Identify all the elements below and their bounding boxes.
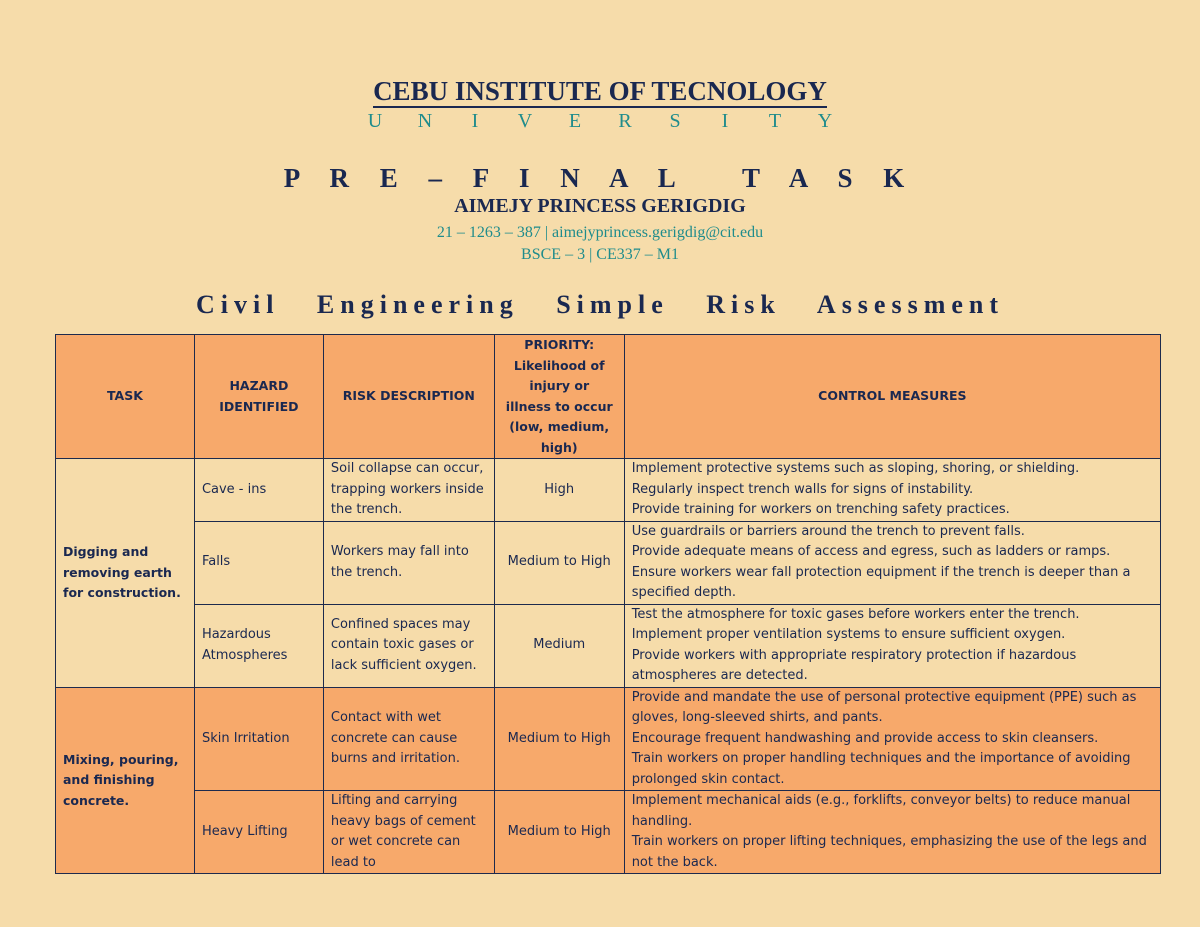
table-row: [56, 521, 1161, 604]
institution-name: CEBU INSTITUTE OF TECNOLOGY: [373, 76, 827, 106]
control-measure: Encourage frequent handwashing and provide access to skin cleansers.: [631, 730, 1099, 746]
control-cell: [624, 791, 1160, 874]
risk-cell: Contact with wet concrete can cause burns and irritation.: [323, 687, 494, 791]
task-cell: Digging and removing earth for construction.: [56, 459, 195, 688]
control-measure: Implement mechanical aids (e.g., forklifts, conveyor belts) to reduce manual handling.: [631, 793, 1131, 829]
hazard-cell: Hazardous Atmospheres: [194, 604, 323, 687]
university-subtitle: U N I V E R S I T Y: [367, 110, 833, 132]
document-title: Civil Engineering Simple Risk Assessment: [195, 290, 1005, 319]
table-header-row: [56, 335, 1161, 459]
header-control: CONTROL MEASURES: [624, 335, 1160, 459]
priority-cell: Medium: [494, 604, 624, 687]
control-measure: Provide training for workers on trenching safety practices.: [631, 502, 1010, 517]
hazard-cell: Falls: [194, 521, 323, 604]
control-measure: Implement protective systems such as sloping, shoring, or shielding.: [631, 461, 1080, 476]
priority-cell: High: [494, 459, 624, 522]
control-cell: [624, 459, 1160, 522]
control-measure: Train workers on proper lifting techniques, emphasizing the use of the legs and not the back.: [631, 834, 1147, 870]
control-measure: Regularly inspect trench walls for signs of instability.: [631, 481, 974, 497]
priority-cell: Medium to High: [494, 687, 624, 791]
student-info: 21 – 1263 – 387 | aimejyprincess.gerigdig@cit.edu: [436, 224, 764, 241]
priority-cell: Medium to High: [494, 521, 624, 604]
control-measure: Test the atmosphere for toxic gases before workers enter the trench.: [631, 606, 1080, 622]
control-cell: [624, 521, 1160, 604]
control-cell: [624, 604, 1160, 687]
control-measure: Use guardrails or barriers around the trench to prevent falls.: [631, 523, 1025, 539]
hazard-cell: Cave - ins: [194, 459, 323, 522]
risk-assessment-table: [55, 334, 1161, 874]
table-row: [56, 604, 1161, 687]
risk-cell: Lifting and carrying heavy bags of cement or wet concrete can lead to: [323, 791, 494, 874]
task-cell: Mixing, pouring, and finishing concrete.: [56, 687, 195, 874]
control-measure: Provide and mandate the use of personal protective equipment (PPE) such as gloves, long-sleeved shirts, and pants.: [631, 689, 1137, 725]
table-row: [56, 687, 1161, 791]
control-measure: Train workers on proper handling techniques and the importance of avoiding prolonged skin contact.: [631, 751, 1131, 787]
control-measure: Implement proper ventilation systems to ensure sufficient oxygen.: [631, 627, 1066, 642]
student-name: AIMEJY PRINCESS GERIGDIG: [454, 195, 746, 217]
control-measure: Provide workers with appropriate respiratory protection if hazardous atmospheres are detected.: [631, 647, 1077, 683]
risk-cell: Confined spaces may contain toxic gases or lack sufficient oxygen.: [323, 604, 494, 687]
control-measure: Provide adequate means of access and egress, such as ladders or ramps.: [631, 544, 1111, 559]
course-info: BSCE – 3 | CE337 – M1: [521, 246, 679, 263]
header-task: TASK: [56, 335, 195, 459]
header-risk: RISK DESCRIPTION: [323, 335, 494, 459]
header-hazard: HAZARD IDENTIFIED: [194, 335, 323, 459]
header-priority: PRIORITY: Likelihood of injury or illness to occur (low, medium, high): [494, 335, 624, 459]
table-row: [56, 791, 1161, 874]
hazard-cell: Skin Irritation: [194, 687, 323, 791]
table-row: [56, 459, 1161, 522]
hazard-cell: Heavy Lifting: [194, 791, 323, 874]
task-title: P R E – F I N A L T A S K: [283, 163, 917, 193]
risk-cell: Soil collapse can occur, trapping workers inside the trench.: [323, 459, 494, 522]
control-cell: [624, 687, 1160, 791]
risk-cell: Workers may fall into the trench.: [323, 521, 494, 604]
control-measure: Ensure workers wear fall protection equipment if the trench is deeper than a specified depth.: [631, 564, 1131, 600]
priority-cell: Medium to High: [494, 791, 624, 874]
